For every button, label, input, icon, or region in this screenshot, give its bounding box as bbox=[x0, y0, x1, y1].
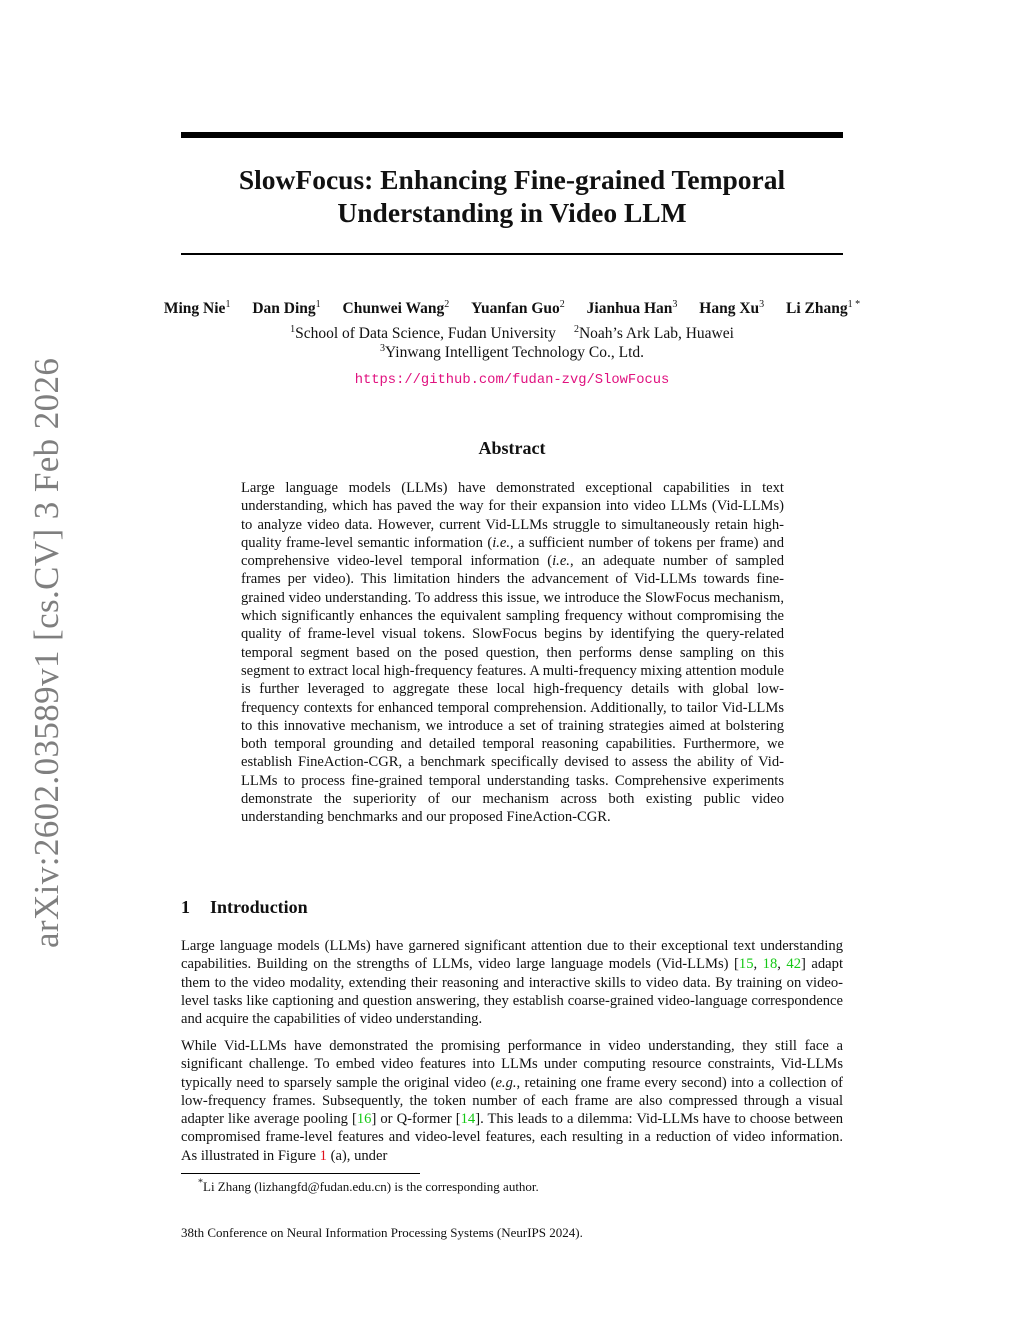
author: Chunwei Wang$^2$ bbox=[342, 298, 450, 317]
title-top-rule bbox=[181, 132, 843, 138]
title-line-1: SlowFocus: Enhancing Fine-grained Temporal bbox=[238, 164, 786, 195]
section-title: Introduction bbox=[210, 897, 308, 917]
author: Dan Ding$^1$ bbox=[252, 298, 321, 317]
citation-link[interactable]: 15 bbox=[738, 956, 754, 973]
citation-link[interactable]: 16 bbox=[356, 1111, 372, 1128]
author: Ming Nie$^1$ bbox=[163, 298, 231, 317]
citation-link[interactable]: 42 bbox=[786, 956, 802, 973]
author: Hang Xu$^3$ bbox=[699, 298, 765, 317]
affiliation: $^1$School of Data Science, Fudan University bbox=[290, 323, 556, 342]
arxiv-identifier-stamp: arXiv:2602.03589v1 [cs.CV] 3 Feb 2026 bbox=[27, 357, 66, 948]
affiliation: $^3$Yinwang Intelligent Technology Co., Ltd. bbox=[379, 342, 645, 361]
author: Jianhua Han$^3$ bbox=[586, 298, 678, 317]
abstract-heading: Abstract bbox=[478, 438, 546, 458]
title-line-2: Understanding in Video LLM bbox=[337, 197, 687, 228]
author-list bbox=[120, 299, 904, 319]
section-heading-introduction bbox=[181, 895, 843, 919]
title-bottom-rule bbox=[181, 253, 843, 255]
author: Yuanfan Guo$^2$ bbox=[471, 298, 565, 317]
citation-link[interactable]: 14 bbox=[460, 1111, 476, 1128]
citation-link[interactable]: 18 bbox=[762, 956, 778, 973]
footnote-rule bbox=[181, 1173, 420, 1174]
abstract-text: Large language models (LLMs) have demonstrated exceptional capabilities in text understanding, which has paved the way for their expansion into video LLMs (Vid-LLMs) to analyze video data. However, current Vid-LLMs struggle to simultaneously retain high-quality frame-level semantic information (i.e., a sufficient number of tokens per frame) and comprehensive video-level temporal information (i.e., an adequate number of sampled frames per video). This limitation hinders the advancement of Vid-LLMs towards fine-grained video understanding. To address this issue, we introduce the SlowFocus mechanism, which significantly enhances the equivalent sampling frequency without compromising the quality of frame-level visual tokens. SlowFocus begins by identifying the query-related temporal segment based on the posed question, then performs dense sampling on this segment to extract local high-frequency features. A multi-frequency mixing attention module is further leveraged to aggregate these local high-frequency details with global low-frequency contexts for enhanced temporal comprehension. Additionally, to tailor Vid-LLMs to this innovative mechanism, we introduce a set of training strategies aimed at bolstering both temporal grounding and detailed temporal reasoning capabilities. Furthermore, we establish FineAction-CGR, a benchmark specifically devised to assess the ability of Vid-LLMs to process fine-grained temporal understanding tasks. Comprehensive experiments demonstrate the superiority of our mechanism across both existing public video understanding benchmarks and our proposed FineAction-CGR. bbox=[241, 480, 784, 826]
footnote-text: Li Zhang (lizhangfd@fudan.edu.cn) is the corresponding author. bbox=[203, 1179, 539, 1194]
intro-paragraph-1: Large language models (LLMs) have garnered significant attention due to their exceptional text understanding capabilities. Building on the strengths of LLMs, video large language models (Vid-LLMs) [15, 18, 42] adapt them to the video modality, extending their reasoning and interactive skills to video data. By training on video-level tasks like captioning and question answering, they establish coarse-grained video-language correspondence and acquire the capabilities of video understanding. bbox=[181, 938, 843, 1028]
author: Li Zhang$^{1 *}$ bbox=[786, 298, 861, 317]
intro-paragraph-2: While Vid-LLMs have demonstrated the promising performance in video understanding, they still face a significant challenge. To embed video features into LLMs under computing resource constraints, Vid-LLMs typically need to sparsely sample the original video (e.g., retaining one frame every second) into a collection of low-frequency frames. Subsequently, the token number of each frame are also compressed through a visual adapter like average pooling [16] or Q-former [14]. This leads to a dilemma: Vid-LLMs have to choose between compromised frame-level features and video-level features, each resulting in a reduction of video information. As illustrated in Figure 1 (a), under bbox=[181, 1038, 844, 1164]
footnote-mark: * bbox=[198, 1177, 203, 1189]
section-number: 1 bbox=[181, 897, 190, 917]
affiliation-line-1 bbox=[181, 324, 843, 344]
repository-link[interactable]: https://github.com/fudan-zvg/SlowFocus bbox=[354, 373, 670, 388]
footnote bbox=[181, 1178, 843, 1195]
affiliation: $^2$Noah’s Ark Lab, Huawei bbox=[573, 323, 734, 342]
figure-reference-link[interactable]: 1 bbox=[319, 1147, 327, 1164]
paper-title bbox=[181, 163, 843, 229]
venue-note: 38th Conference on Neural Information Processing Systems (NeurIPS 2024). bbox=[181, 1225, 583, 1240]
affiliation-line-2 bbox=[181, 343, 843, 363]
